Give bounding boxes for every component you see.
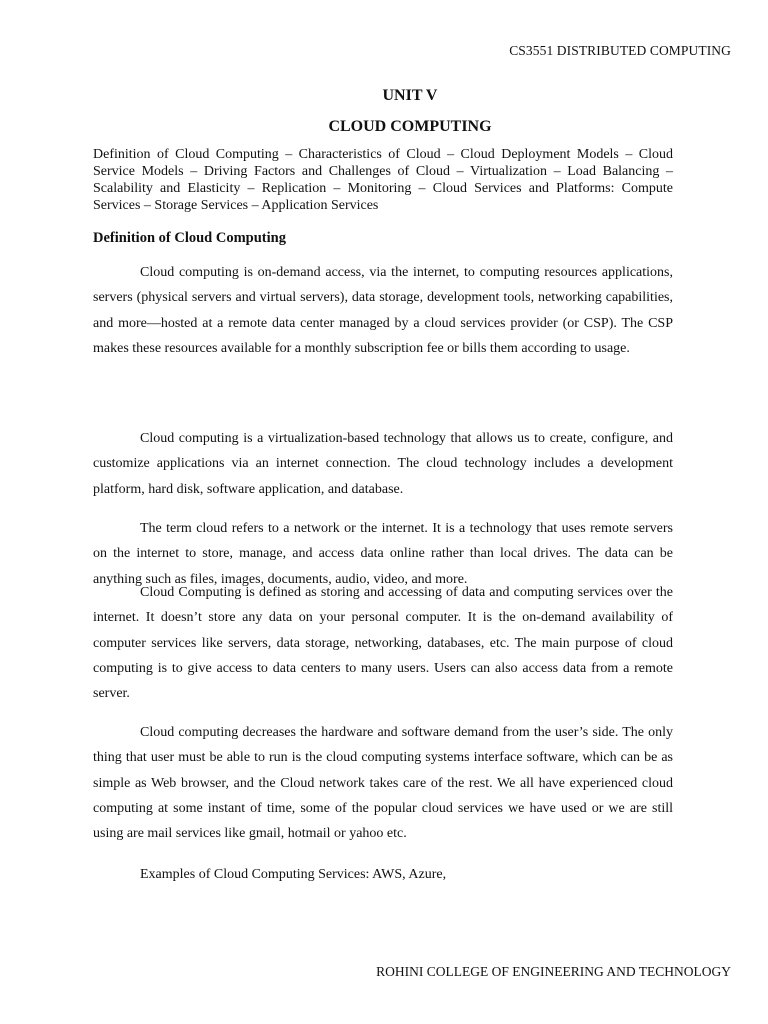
page-header-course: CS3551 DISTRIBUTED COMPUTING [509, 43, 731, 58]
unit-label: UNIT V [382, 87, 438, 104]
paragraph-3: The term cloud refers to a network or the internet. It is a technology that uses remote servers on the internet to store, manage, and access data online rather than local drives. The data can be anything such as files, images, documents, audio, video, and more. [93, 521, 673, 587]
page-footer-institution: ROHINI COLLEGE OF ENGINEERING AND TECHNOLOGY [376, 964, 731, 979]
paragraph-1: Cloud computing is on-demand access, via the internet, to computing resources applications, servers (physical servers and virtual servers), data storage, development tools, networking capabilities, and more—hosted at a remote data center managed by a cloud services provider (or CSP). The CSP makes these resources available for a monthly subscription fee or bills them according to usage. [93, 265, 673, 356]
section-heading: Definition of Cloud Computing [93, 230, 286, 246]
paragraph-6: Examples of Cloud Computing Services: AWS, Azure, [140, 867, 447, 882]
paragraph-2: Cloud computing is a virtualization-based technology that allows us to create, configure, and customize applications via an internet connection. The cloud technology includes a development platform, hard disk, software application, and database. [93, 431, 673, 497]
syllabus-topics: Definition of Cloud Computing – Characteristics of Cloud – Cloud Deployment Models – Cloud Service Models – Driving Factors and Challenges of Cloud – Virtualization – Load Balancing – Scalability and Elasticity – Replication – Monitoring – Cloud Services and Platforms: Compute Services – Storage Services – Application Services [93, 147, 673, 213]
paragraph-4: Cloud Computing is defined as storing and accessing of data and computing services over the internet. It doesn’t store any data on your personal computer. It is the on-demand availability of computer services like servers, data storage, networking, databases, etc. The main purpose of cloud computing is to give access to data centers to many users. Users can also access data from a remote server. [93, 585, 673, 702]
unit-title: CLOUD COMPUTING [328, 118, 492, 135]
paragraph-5: Cloud computing decreases the hardware and software demand from the user’s side. The only thing that user must be able to run is the cloud computing systems interface software, which can be as simple as Web browser, and the Cloud network takes care of the rest. We all have experienced cloud computing at some instant of time, some of the popular cloud services we have used or we are still using are mail services like gmail, hotmail or yahoo etc. [93, 725, 673, 842]
